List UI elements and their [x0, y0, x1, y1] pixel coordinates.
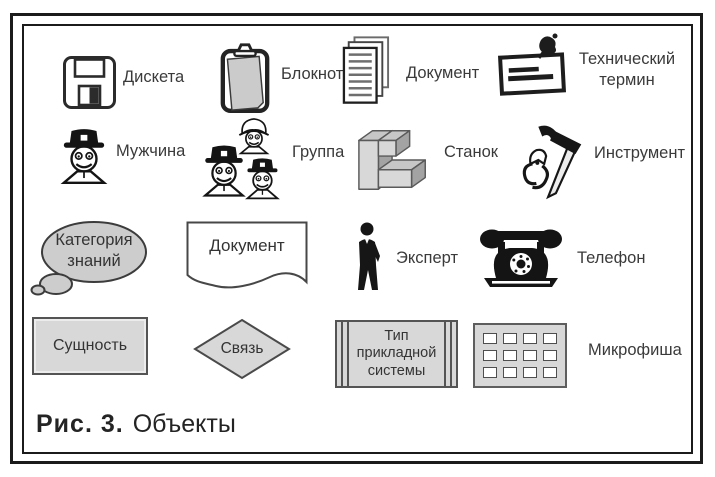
microfiche-cell [523, 333, 537, 344]
microfiche-cell [523, 350, 537, 361]
appsys-right-line-1 [450, 322, 452, 386]
microfiche-label: Микрофиша [588, 341, 682, 359]
appsys-right-line-2 [444, 322, 446, 386]
tool-label: Инструмент [594, 144, 686, 162]
diskette-label: Дискета [123, 68, 185, 86]
microfiche-cell [543, 350, 557, 361]
machine-block-icon [355, 120, 435, 198]
technical-term-line2: термин [599, 71, 655, 89]
clipboard-icon [218, 42, 272, 116]
microfiche-cell [503, 367, 517, 378]
knowledge-category-line1: Категория [55, 231, 133, 249]
entity-shape [32, 317, 148, 375]
appsys-line1: Тип [384, 327, 409, 344]
microfiche-icon [473, 323, 567, 388]
technical-term-line1: Технический [578, 50, 676, 68]
figure-caption-title: Объекты [132, 410, 236, 438]
microfiche-cell [523, 367, 537, 378]
entity-text: Сущность [52, 337, 128, 354]
figure-caption [36, 410, 236, 439]
knowledge-category-text [42, 230, 146, 272]
figure-caption-number: Рис. 3. [36, 410, 124, 438]
application-system-type-text [351, 322, 442, 386]
appsys-line3: системы [367, 362, 426, 379]
document-shape-text [197, 234, 297, 258]
knowledge-category-line2: знаний [67, 252, 121, 270]
floppy-disk-icon [62, 55, 117, 110]
hammer-pliers-icon [520, 117, 584, 201]
telephone-icon [478, 226, 564, 288]
expert-label: Эксперт [396, 249, 458, 267]
notebook-label: Блокнот [281, 65, 344, 83]
application-system-type-shape [335, 320, 458, 388]
microfiche-cell [483, 367, 497, 378]
telephone-label: Телефон [577, 249, 646, 267]
technical-term-label [568, 49, 686, 91]
appsys-left-line-2 [347, 322, 349, 386]
microfiche-cell [543, 333, 557, 344]
relation-text-line: Связь [220, 340, 264, 357]
appsys-left-line-1 [341, 322, 343, 386]
machine-label: Станок [444, 143, 498, 161]
man-face-icon [60, 126, 108, 184]
document-stack-label: Документ [406, 64, 480, 82]
microfiche-cell [543, 367, 557, 378]
microfiche-cell [503, 350, 517, 361]
expert-silhouette-icon [352, 222, 384, 292]
microfiche-cell [503, 333, 517, 344]
relation-text [193, 318, 291, 380]
microfiche-cell [483, 350, 497, 361]
paper-stack-icon [342, 35, 390, 105]
microfiche-cell [483, 333, 497, 344]
appsys-line2: прикладной [356, 345, 437, 362]
group-faces-icon [198, 116, 284, 200]
document-shape-text-line: Документ [209, 236, 285, 255]
pinned-card-icon [497, 32, 569, 98]
group-label: Группа [292, 143, 345, 161]
man-label: Мужчина [116, 142, 186, 160]
